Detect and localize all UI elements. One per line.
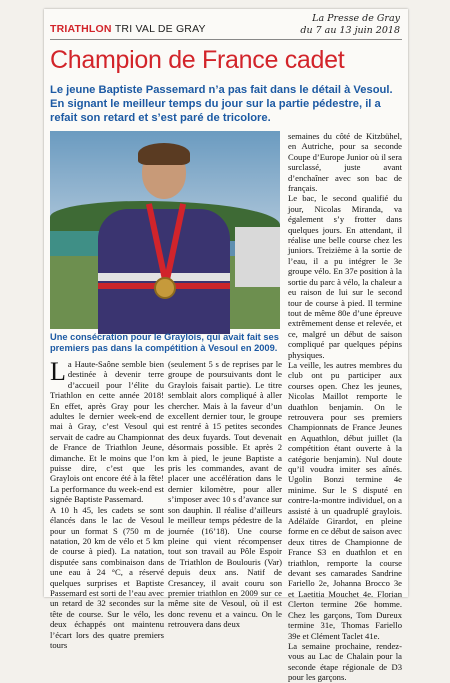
article-column-1-text: a Haute-Saône semble bien destinée à devenir terre d’accueil pour l’élite du Triathlon en cette année 2018! En effet, après Gray pour les adultes le dernier week-end de mai à Gray, c’est Vesoul qui servait de cadre au Championnat de France de Triathlon Jeune, dimanche. Et le moins que l’on puisse dire, c’est que les Graylois ont encore été à la fête! La performance du week-end est signée Baptiste Passemard. A 10 h 45, les cadets se sont élancés dans le lac de Vesoul pour un format S (750 m de natation, 20 km de vélo et 5 km de course à pied). La natation, disputée sans combinaison dans une eau à 24 °C, a réservé quelques surprises et Baptiste Passemard est sorti de l’eau avec un retard de 32 secondes sur la tête de course. Sur le vélo, les deux échappés ont maintenu l’écart lors des quatre premiers tours xyxy=(50,359,164,650)
section-rubric xyxy=(50,23,206,35)
handwritten-source: La Presse de Gray xyxy=(312,13,400,24)
article-column-2: (seulement 5 s de reprises par le groupe de poursuivants dont le Graylois faisait partie). Le titre semblait alors compliqué à aller chercher. Mais à la faveur d’un excellent dernier tour, le groupe est rentré à 15 petites secondes des deux fuyards. Tout devenait désormais possible. Et après 2 km à pied, le jeune Baptiste a pris les commandes, avant de placer une accélération dans le dernier kilomètre, pour aller s’imposer avec 10 s d’avance sur son dauphin. Il réalise d’ailleurs le meilleur temps pédestre de la journée (16’18). Une course pleine qui vient récompenser tout son travail au Pôle Espoir de Triathlon de Boulouris (Var) depuis deux ans. Natif de Cresancey, il avait couru son premier triathlon en 2009 sur ce même site de Vesoul, où il est donc revenu et a vaincu. On le retrouvera dans deux xyxy=(168,359,282,630)
headline: Champion de France cadet xyxy=(50,46,345,74)
article-column-3: semaines du côté de Kitzbühel, en Autriche, pour sa seconde Coupe d’Europe Junior où il sera surclassé, juste avant d’enchaîner avec son bac de français. Le bac, le second qualifié du jour, Nicolas Miranda, va également s’y frotter dans quelques jours. En attendant, il réalise une belle course chez les juniors. Treizième à la sortie de l’eau, il a pu intégrer le 3e groupe vélo. En 37e position à la sortie du parc à vélo, la chaleur a eu raison de lui sur le second tour de course à pied. Il termine tout de même 80e d’une épreuve extrêmement dense et relevée, et ce, malgré un début de saison compliqué par quelques pépins physiques. La veille, les autres membres du club ont pu participer aux courses open. Chez les jeunes, Nicolas Maillot remporte le duathlon benjamin. On le retrouvera pour ses premiers Championnats de France Jeunes en Aquathlon, début juillet (la compétition étant ouverte à la catégorie benjamin). Nul doute qu’il voudra imiter ses aînés. Ugolin Bonzi termine 4e minime. Sur le S disputé en contre-la-montre individuel, on a assisté à un quadruplé graylois. Adélaïde Girardot, en pleine forme en ce début de saison avec deux titres de Championne de France S3 en duathlon et en triathlon, remporte la course devant ses camarades Sandrine Fariello 2e, Johanna Brocco 3e et Laetitia Mouchet 4e. Florian Clerton termine 26e homme. Chez les garçons, Tom Dureux termine 31e, Thomas Fariello 39e et Clément Taclet 41e. La semaine prochaine, rendez-vous au Lac de Chalain pour la seconde étape régionale de D3 pour les garçons. xyxy=(288,131,402,683)
standfirst: Le jeune Baptiste Passemard n’a pas fait dans le détail à Vesoul. En signant le meilleur temps du jour sur la partie pédestre, il a refait son retard et s’est paré de tricolore. xyxy=(50,84,393,124)
rubric-section: TRIATHLON xyxy=(50,23,112,35)
athlete-photo xyxy=(50,131,280,329)
handwritten-date: du 7 au 13 juin 2018 xyxy=(300,25,400,36)
rubric-location: TRI VAL DE GRAY xyxy=(114,23,206,35)
article-column-1 xyxy=(50,357,164,650)
handwritten-note xyxy=(255,13,400,37)
medal xyxy=(154,277,176,299)
newspaper-clipping xyxy=(44,9,408,683)
photo-caption: Une consécration pour le Graylois, qui avait fait ses premiers pas dans la compétition à Vesoul en 2009. xyxy=(50,332,279,354)
drop-cap: L xyxy=(50,357,66,386)
header-rule xyxy=(50,39,402,40)
